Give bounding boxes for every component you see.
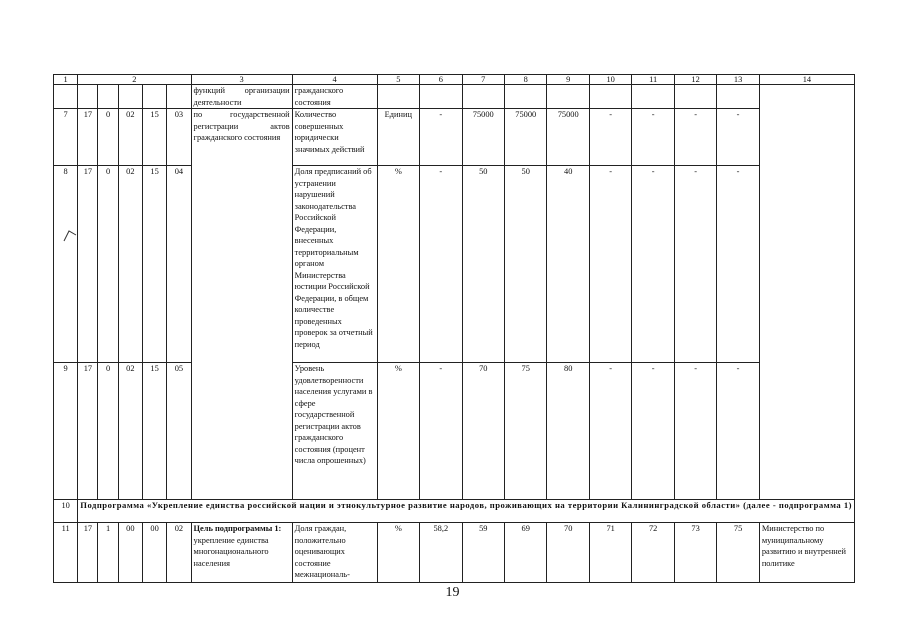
row-number: 7 bbox=[54, 109, 78, 166]
code-cell: 05 bbox=[167, 363, 191, 500]
code-cell: 17 bbox=[78, 109, 98, 166]
col-header: 7 bbox=[462, 75, 504, 85]
value-cell: 75000 bbox=[462, 109, 504, 166]
value-cell: - bbox=[589, 363, 631, 500]
col-header: 6 bbox=[420, 75, 462, 85]
goal-cell bbox=[191, 523, 292, 583]
code-cell: 1 bbox=[98, 523, 118, 583]
value-cell: - bbox=[674, 109, 716, 166]
goal-cell: функций организации деятельности bbox=[191, 85, 292, 109]
value-cell: 70 bbox=[462, 363, 504, 500]
col-header: 9 bbox=[547, 75, 589, 85]
responsible-cell: Министерство по муниципальному развитию и внутренней политике bbox=[759, 523, 854, 583]
code-cell: 0 bbox=[98, 109, 118, 166]
code-cell: 0 bbox=[98, 166, 118, 363]
col-header: 12 bbox=[674, 75, 716, 85]
table-row bbox=[54, 109, 855, 166]
indicators-table bbox=[53, 74, 855, 583]
code-cell: 02 bbox=[118, 363, 142, 500]
row-number: 11 bbox=[54, 523, 78, 583]
code-cell: 0 bbox=[98, 363, 118, 500]
code-cell: 00 bbox=[142, 523, 166, 583]
value-cell: 71 bbox=[589, 523, 631, 583]
value-cell: 80 bbox=[547, 363, 589, 500]
code-cell: 15 bbox=[142, 166, 166, 363]
indicator-cell: Доля предписаний об устранении нарушений законодательства Российской Федерации, внесенных территориальным органом Министерства юстиции Российской Федерации, в общем количестве проведенных проверок за отчетный период bbox=[292, 166, 377, 363]
code-cell: 02 bbox=[167, 523, 191, 583]
indicator-cell: Уровень удовлетворенности населения услугами в сфере государственной регистрации актов гражданского состояния (процент числа опрошенных) bbox=[292, 363, 377, 500]
table-row bbox=[54, 166, 855, 363]
col-header: 8 bbox=[505, 75, 547, 85]
code-cell: 17 bbox=[78, 363, 98, 500]
value-cell: 58,2 bbox=[420, 523, 462, 583]
col-header: 1 bbox=[54, 75, 78, 85]
indicator-cell: Количество совершенных юридически значимых действий bbox=[292, 109, 377, 166]
indicator-cell: гражданского состояния bbox=[292, 85, 377, 109]
code-cell: 15 bbox=[142, 363, 166, 500]
continuation-row bbox=[54, 85, 855, 109]
value-cell: 72 bbox=[632, 523, 674, 583]
code-cell: 04 bbox=[167, 166, 191, 363]
row-number: 10 bbox=[54, 500, 78, 523]
subprogram-title: Подпрограмма «Укрепление единства российской нации и этнокультурное развитие народов, проживающих на территории Калининградской области» (далее - подпрограмма 1) bbox=[78, 500, 855, 523]
col-header: 4 bbox=[292, 75, 377, 85]
goal-heading: Цель подпрограммы 1: bbox=[193, 524, 282, 533]
table-row bbox=[54, 363, 855, 500]
unit-cell: Единиц bbox=[377, 109, 419, 166]
col-header: 14 bbox=[759, 75, 854, 85]
indicator-cell: Доля граждан, положительно оценивающих состояние межнациональ- bbox=[292, 523, 377, 583]
value-cell: 73 bbox=[674, 523, 716, 583]
unit-cell: % bbox=[377, 166, 419, 363]
code-cell: 02 bbox=[118, 109, 142, 166]
value-cell: 40 bbox=[547, 166, 589, 363]
row-number: 9 bbox=[54, 363, 78, 500]
value-cell: 75 bbox=[505, 363, 547, 500]
value-cell: - bbox=[632, 109, 674, 166]
col-header: 2 bbox=[78, 75, 191, 85]
col-header: 11 bbox=[632, 75, 674, 85]
code-cell: 17 bbox=[78, 166, 98, 363]
value-cell: - bbox=[632, 166, 674, 363]
col-header: 13 bbox=[717, 75, 759, 85]
value-cell: - bbox=[420, 109, 462, 166]
value-cell: 50 bbox=[505, 166, 547, 363]
col-header: 5 bbox=[377, 75, 419, 85]
value-cell: 59 bbox=[462, 523, 504, 583]
code-cell: 17 bbox=[78, 523, 98, 583]
col-header: 3 bbox=[191, 75, 292, 85]
subprogram-row bbox=[54, 500, 855, 523]
value-cell: 50 bbox=[462, 166, 504, 363]
value-cell: - bbox=[632, 363, 674, 500]
unit-cell: % bbox=[377, 363, 419, 500]
value-cell: - bbox=[589, 109, 631, 166]
page-number: 19 bbox=[445, 585, 460, 600]
value-cell: 75000 bbox=[505, 109, 547, 166]
code-cell: 03 bbox=[167, 109, 191, 166]
value-cell: - bbox=[589, 166, 631, 363]
code-cell: 00 bbox=[118, 523, 142, 583]
value-cell: - bbox=[420, 363, 462, 500]
value-cell: - bbox=[717, 166, 759, 363]
column-numbers-row bbox=[54, 75, 855, 85]
col-header: 10 bbox=[589, 75, 631, 85]
value-cell: - bbox=[420, 166, 462, 363]
value-cell: 75 bbox=[717, 523, 759, 583]
value-cell: 69 bbox=[505, 523, 547, 583]
value-cell: 75000 bbox=[547, 109, 589, 166]
row-number: 8 bbox=[54, 166, 78, 363]
value-cell: - bbox=[717, 363, 759, 500]
value-cell: - bbox=[674, 166, 716, 363]
goal-cell: по государственной регистрации актов гражданского состояния bbox=[191, 109, 292, 500]
value-cell: - bbox=[717, 109, 759, 166]
goal-text: укрепление единства многонационального населения bbox=[193, 535, 269, 568]
code-cell: 02 bbox=[118, 166, 142, 363]
unit-cell: % bbox=[377, 523, 419, 583]
code-cell: 15 bbox=[142, 109, 166, 166]
value-cell: - bbox=[674, 363, 716, 500]
table-row bbox=[54, 523, 855, 583]
pen-mark bbox=[62, 225, 78, 243]
value-cell: 70 bbox=[547, 523, 589, 583]
responsible-cell bbox=[759, 85, 854, 500]
